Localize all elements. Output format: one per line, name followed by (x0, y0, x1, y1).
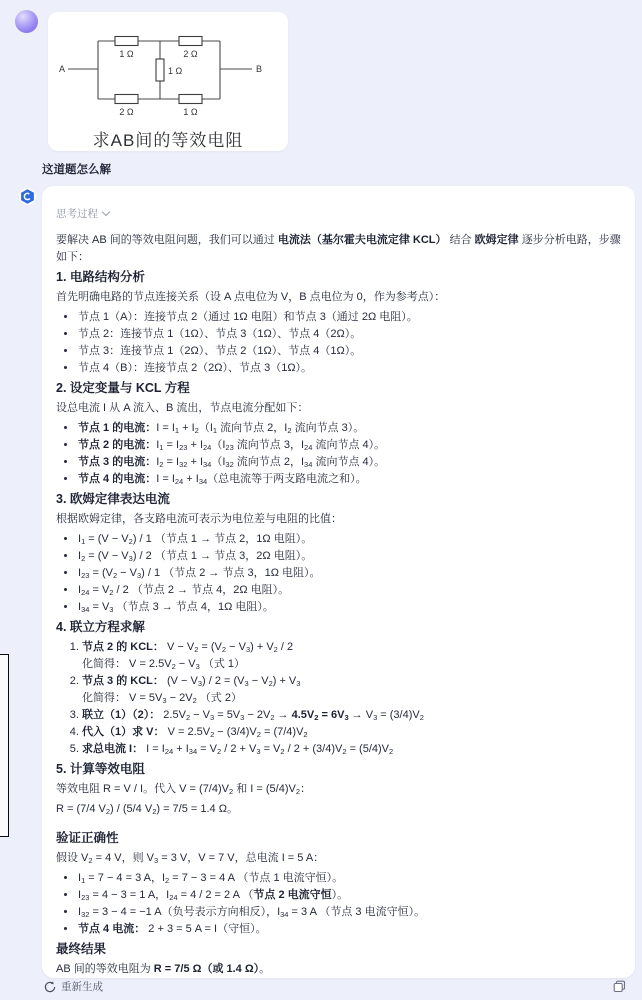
terminal-a-label: A (58, 64, 66, 74)
circuit-diagram (52, 16, 284, 124)
numbered-list (56, 639, 621, 758)
bullet-item: • $I_{34} = V_3$ （节点 3 → 节点 4，1Ω 电阻）。 (77, 599, 621, 616)
user-avatar[interactable] (15, 10, 38, 33)
numbered-item (82, 707, 621, 724)
bullet-item: • 节点 1（A）：连接节点 2（通过 1Ω 电阻）和节点 3（通过 2Ω 电阻）。 (77, 309, 621, 326)
chevron-down-icon (102, 208, 110, 216)
regenerate-button[interactable] (44, 979, 103, 994)
paragraph: AB 间的等效电阻为 R = 7/5 Ω（或 1.4 Ω）。 (56, 963, 271, 975)
thinking-process-label: 思考过程 (56, 208, 98, 220)
bullet-item: • $I_{23} = 4 - 3 = 1$ A，$I_{24} = 4 / 2 = 2$ A （节点 2 电流守恒）。 (77, 887, 621, 904)
bullet-list (56, 309, 621, 377)
numbered-item (82, 673, 621, 707)
paragraph: 要解决 AB 间的等效电阻问题，我们可以通过 电流法（基尔霍夫电流定律 KCL） 结合 欧姆定律 逐步分析电路，步骤如下： (56, 234, 621, 263)
message-actions-bar (42, 979, 626, 995)
bullet-item: • 节点 3：连接节点 1（2Ω）、节点 2（1Ω）、节点 4（1Ω）。 (77, 343, 621, 360)
bullet-item: • $I_{23} = (V_2 - V_3) / 1$ （节点 2 → 节点 3，1Ω 电阻）。 (77, 565, 621, 582)
resistor-middle-label: 1 Ω (168, 66, 183, 76)
numbered-item (82, 724, 621, 741)
assistant-avatar (19, 188, 36, 205)
resistor-bottom-right (179, 95, 202, 104)
section-heading: 最终结果 (56, 942, 107, 956)
assistant-answer-body (56, 232, 621, 978)
numbered-item-line: 2. 节点 3 的 KCL： $(V - V_3) / 2 = (V_3 - V_2) + V_3$ (82, 675, 301, 688)
numbered-item (82, 741, 621, 758)
thinking-process-toggle[interactable] (56, 206, 109, 221)
bullet-item: • $I_{24} = V_2 / 2$ （节点 2 → 节点 4，2Ω 电阻）。 (77, 582, 621, 599)
resistor-top-left-label: 1 Ω (119, 49, 134, 59)
section-heading: 1. 电路结构分析 (56, 270, 145, 284)
section-heading: 2. 设定变量与 KCL 方程 (56, 381, 190, 395)
resistor-bottom-left (115, 95, 138, 104)
numbered-item (82, 639, 621, 673)
bullet-item: • $I_{32} = 3 - 4 = -1$ A（负号表示方向相反），$I_{34} = 3$ A （节点 3 电流守恒）。 (77, 904, 621, 921)
section-heading: 验证正确性 (56, 831, 119, 845)
section-heading: 5. 计算等效电阻 (56, 762, 145, 776)
paragraph: 首先明确电路的节点连接关系（设 A 点电位为 V，B 点电位为 0，作为参考点）： (56, 291, 446, 303)
numbered-item-line: 化简得： $V = 5V_3 - 2V_2$ （式 2） (82, 692, 242, 705)
partial-offscreen-window (0, 654, 9, 837)
section-heading: 4. 联立方程求解 (56, 620, 145, 634)
refresh-icon (44, 981, 56, 993)
paragraph: R = (7/4 $V_2) / (5/4$ $V_2) = 7/5 = 1.4$ Ω。 (56, 803, 238, 816)
bullet-item: • 节点 4 电流： 2 + 3 = 5 A = I（守恒）。 (77, 921, 621, 938)
bullet-list (56, 531, 621, 616)
bullet-item: • 节点 4 的电流：$I = I_{24} + I_{34}$（总电流等于两支路电流之和）。 (77, 471, 621, 488)
bullet-item: • 节点 2 的电流：$I_1 = I_{23} + I_{24}(I_{23}$ 流向节点 3，$I_{24}$ 流向节点 4）。 (77, 437, 621, 454)
numbered-item-line: 5. 求总电流 I： $I = I_{24} + I_{34} = V_2 / 2 + V_3 = V_2 / 2 + (3/4)V_2 = (5/4)V_2$ (82, 743, 394, 756)
numbered-item-line: 3. 联立（1）（2）： $2.5V_2 - V_3 = 5V_3 - 2V_2 \to 4.5V_2 = 6V_3 \to V_3 = (3/4)V_2$ (82, 709, 424, 722)
terminal-b-label: B (255, 64, 263, 74)
question-image-card[interactable] (48, 12, 288, 151)
bullet-item: • 节点 3 的电流：$I_2 = I_{32} + I_{34}(I_{32}$ 流向节点 2，$I_{34}$ 流向节点 4）。 (77, 454, 621, 471)
paragraph: 设总电流 I 从 A 流入、B 流出，节点电流分配如下： (56, 402, 309, 414)
assistant-logo-icon (19, 188, 36, 205)
bullet-item: • $I_1 = (V - V_2) / 1$ （节点 1 → 节点 2，1Ω 电阻）。 (77, 531, 621, 548)
paragraph: 假设 $V_2 = 4$ V，则 $V_3 = 3$ V，V = 7 V，总电流 I = 5 A： (56, 852, 325, 865)
bullet-list (56, 870, 621, 938)
user-question-text: 这道题怎么解 (42, 164, 111, 176)
bullet-item: • 节点 2：连接节点 1（1Ω）、节点 3（1Ω）、节点 4（2Ω）。 (77, 326, 621, 343)
numbered-item-line: 1. 节点 2 的 KCL： $V - V_2 = (V_2 - V_3) + V_2 / 2$ (82, 641, 294, 654)
resistor-top-right-label: 2 Ω (183, 49, 198, 59)
circuit-caption: 求AB间的等效电阻 (92, 131, 244, 150)
resistor-top-right (179, 37, 202, 46)
paragraph: 根据欧姆定律，各支路电流可表示为电位差与电阻的比值： (56, 513, 342, 525)
bullet-item: • $I_2 = (V - V_3) / 2$ （节点 1 → 节点 3，2Ω 电阻）。 (77, 548, 621, 565)
bullet-list (56, 420, 621, 488)
resistor-bottom-left-label: 2 Ω (119, 107, 134, 117)
paragraph: 等效电阻 R = V / I。代入 $V = (7/4)V_2$ 和 $I = (5/4)V_2$： (56, 783, 311, 796)
section-heading: 3. 欧姆定律表达电流 (56, 492, 170, 506)
bullet-item: • 节点 4（B）：连接节点 2（2Ω）、节点 3（1Ω）。 (77, 360, 621, 377)
numbered-item-line: 化简得： $V = 2.5V_2 - V_3$ （式 1） (82, 658, 246, 671)
resistor-top-left (115, 37, 138, 46)
bullet-item: • $I_1 = 7 - 4 = 3$ A，$I_2 = 7 - 3 = 4$ A （节点 1 电流守恒）。 (77, 870, 621, 887)
numbered-item-line: 4. 代入（1）求 V： $V = 2.5V_2 - (3/4)V_2 = (7/4)V_2$ (82, 726, 308, 739)
resistor-middle (156, 59, 164, 81)
regenerate-label: 重新生成 (61, 981, 103, 993)
resistor-bottom-right-label: 1 Ω (183, 107, 198, 117)
assistant-response-card (42, 186, 635, 978)
copy-icon[interactable] (613, 980, 626, 998)
bullet-item: • 节点 1 的电流：$I = I_1 + I_2(I_1$ 流向节点 2，$I_2$ 流向节点 3）。 (77, 420, 621, 437)
